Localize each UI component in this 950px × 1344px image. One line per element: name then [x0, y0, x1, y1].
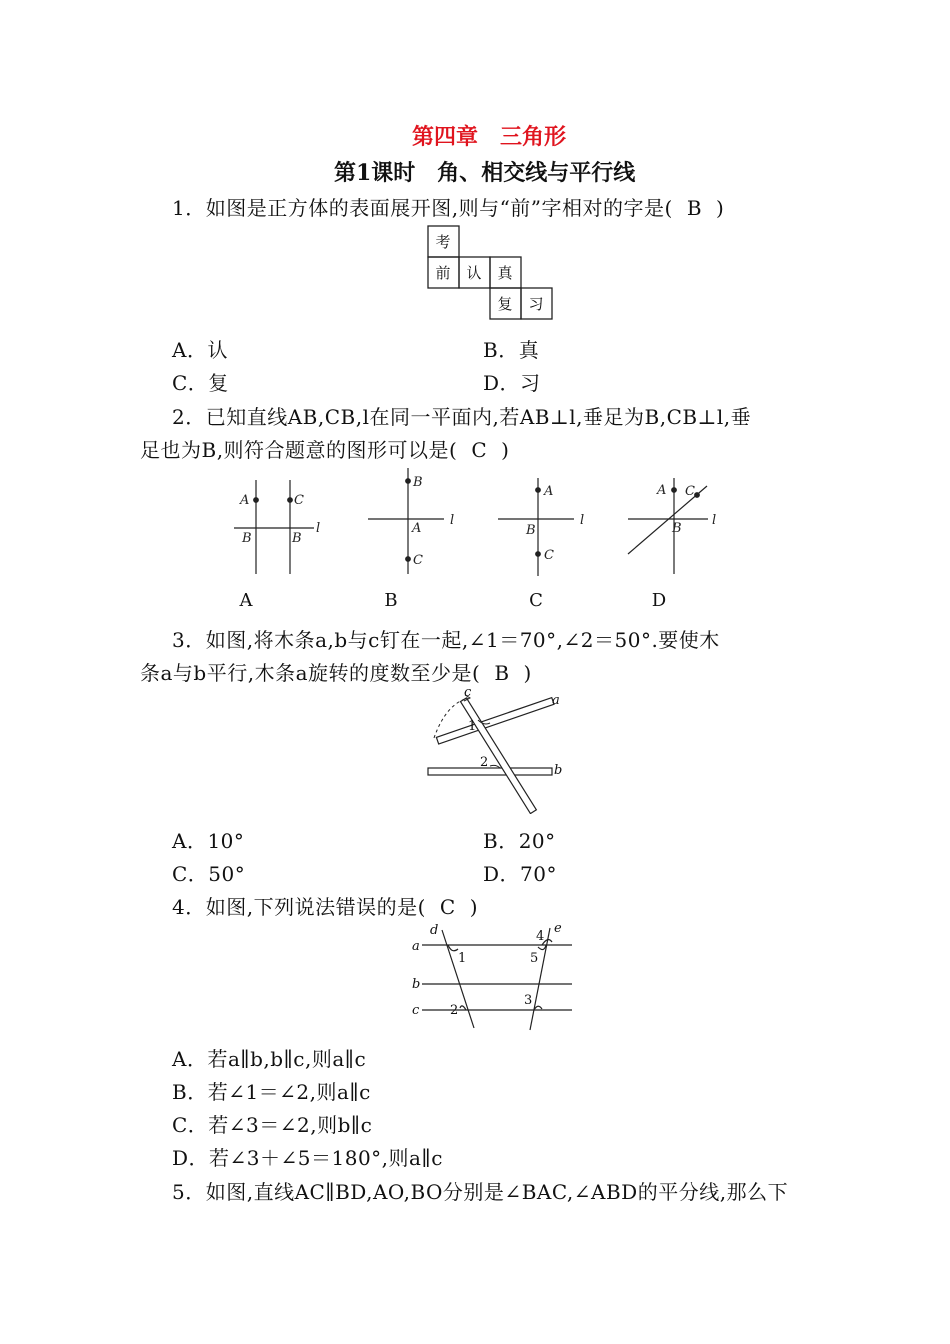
- q4-n3-label: 3: [524, 993, 533, 1008]
- q4-stem: 4．如图,下列说法错误的是( C ): [172, 895, 479, 919]
- svg-text:l: l: [450, 513, 455, 528]
- q4-e-label: e: [554, 921, 562, 936]
- q4-d-label: d: [430, 923, 439, 938]
- svg-text:B: B: [413, 475, 423, 490]
- q1-option-c: C．复: [172, 371, 229, 395]
- q4-c-label: c: [412, 1003, 420, 1018]
- svg-text:l: l: [712, 513, 717, 528]
- q3-option-b: B．20°: [483, 829, 556, 853]
- q1-option-a: A．认: [172, 338, 228, 362]
- q2-stem-line1: 2．已知直线AB,CB,l在同一平面内,若AB⊥l,垂足为B,CB⊥l,垂: [172, 405, 752, 429]
- q4-n1-label: 1: [458, 951, 467, 966]
- q1-answer: B: [686, 196, 703, 220]
- q2-figure-a: [234, 480, 320, 574]
- net-cell-5: 复: [497, 295, 513, 313]
- q4-n4-label: 4: [536, 929, 545, 944]
- q2-figure-b: [368, 468, 454, 574]
- net-cell-6: 习: [528, 295, 544, 313]
- svg-text:B: B: [672, 521, 682, 536]
- net-cell-1: 考: [435, 233, 451, 251]
- q5-stem-line1: 5．如图,直线AC∥BD,AO,BO分别是∠BAC,∠ABD的平分线,那么下: [172, 1180, 789, 1204]
- q3-stem-line1: 3．如图,将木条a,b与c钉在一起,∠1＝70°,∠2＝50°.要使木: [172, 628, 720, 652]
- q2-stem-line2: 足也为B,则符合题意的图形可以是( C ): [140, 438, 510, 462]
- q4-option-d: D．若∠3＋∠5＝180°,则a∥c: [172, 1146, 443, 1170]
- q4-answer: C: [439, 895, 456, 919]
- q3-b-label: b: [554, 763, 563, 778]
- svg-text:C: C: [544, 548, 554, 563]
- q3-figure: [410, 686, 570, 814]
- net-cell-3: 认: [466, 264, 482, 282]
- q1-option-b: B．真: [483, 338, 540, 362]
- svg-text:B: B: [242, 531, 252, 546]
- q1-option-d: D．习: [483, 371, 541, 395]
- q4-figure: [408, 920, 578, 1032]
- svg-text:A: A: [657, 483, 667, 498]
- svg-text:A: A: [544, 484, 554, 499]
- q4-n2-label: 2: [450, 1003, 459, 1018]
- q3-option-d: D．70°: [483, 862, 557, 886]
- svg-text:B: B: [526, 523, 536, 538]
- q4-a-label: a: [412, 939, 420, 954]
- svg-text:l: l: [580, 513, 585, 528]
- svg-text:B: B: [292, 531, 302, 546]
- q4-option-b: B．若∠1＝∠2,则a∥c: [172, 1080, 371, 1104]
- q1-cube-net-figure: [426, 224, 558, 324]
- q4-b-label: b: [412, 977, 421, 992]
- q3-c-label: c: [464, 686, 472, 700]
- q3-a-label: a: [552, 693, 560, 708]
- svg-text:A: A: [240, 493, 250, 508]
- svg-text:C: C: [294, 493, 304, 508]
- q3-stem-line2: 条a与b平行,木条a旋转的度数至少是( B ): [140, 661, 532, 685]
- q2-label-c: C: [529, 590, 543, 611]
- net-cell-2: 前: [435, 264, 451, 282]
- net-cell-4: 真: [497, 264, 513, 282]
- q3-option-c: C．50°: [172, 862, 246, 886]
- q3-angle2-label: 2: [480, 755, 489, 770]
- q1-stem: 1．如图是正方体的表面展开图,则与“前”字相对的字是( B ): [172, 196, 725, 220]
- q3-answer: B: [494, 661, 510, 685]
- q4-option-a: A．若a∥b,b∥c,则a∥c: [172, 1047, 367, 1071]
- q3-option-a: A．10°: [172, 829, 245, 853]
- q2-label-a: A: [239, 590, 253, 611]
- svg-text:l: l: [316, 521, 321, 536]
- q2-figures: [220, 462, 730, 618]
- q2-label-b: B: [384, 590, 398, 611]
- q3-angle1-label: 1: [468, 719, 477, 734]
- q4-n5-label: 5: [530, 951, 539, 966]
- q2-figure-d: [628, 478, 716, 574]
- lesson-title: 第1课时 角、相交线与平行线: [334, 160, 636, 186]
- svg-text:A: A: [412, 521, 422, 536]
- q2-label-d: D: [651, 590, 667, 611]
- chapter-title: 第四章 三角形: [412, 124, 567, 150]
- q4-option-c: C．若∠3＝∠2,则b∥c: [172, 1113, 373, 1137]
- svg-text:C: C: [685, 484, 695, 499]
- svg-text:C: C: [413, 553, 423, 568]
- q2-figure-c: [498, 478, 584, 576]
- q2-answer: C: [471, 438, 488, 462]
